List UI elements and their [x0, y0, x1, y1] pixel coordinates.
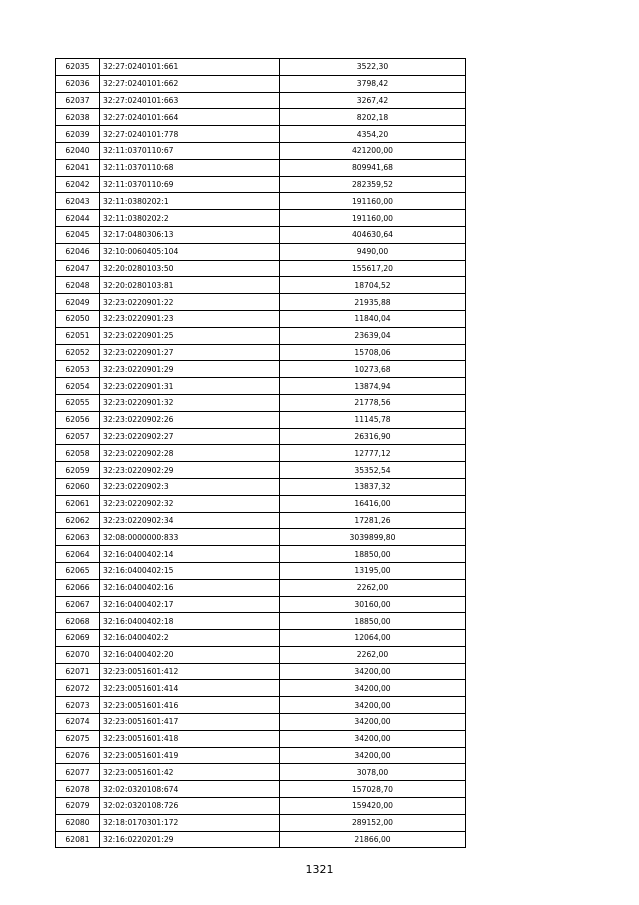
cadastral-number-cell: 32:23:0051601:414 — [100, 680, 280, 697]
cadastral-number-cell: 32:11:0370110:69 — [100, 176, 280, 193]
cadastral-number-cell: 32:16:0400402:15 — [100, 562, 280, 579]
table-row — [56, 243, 466, 260]
cadastral-number-cell: 32:16:0220201:29 — [100, 831, 280, 848]
value-cell: 9490,00 — [280, 243, 466, 260]
row-number-cell: 62049 — [56, 294, 100, 311]
cadastral-number-cell: 32:23:0220901:32 — [100, 394, 280, 411]
row-number-cell: 62071 — [56, 663, 100, 680]
cadastral-number-cell: 32:16:0400402:16 — [100, 579, 280, 596]
cadastral-number-cell: 32:23:0220902:27 — [100, 428, 280, 445]
value-cell: 4354,20 — [280, 126, 466, 143]
cadastral-number-cell: 32:11:0380202:2 — [100, 210, 280, 227]
row-number-cell: 62073 — [56, 697, 100, 714]
value-cell: 34200,00 — [280, 663, 466, 680]
row-number-cell: 62047 — [56, 260, 100, 277]
value-cell: 3267,42 — [280, 92, 466, 109]
row-number-cell: 62043 — [56, 193, 100, 210]
cadastral-number-cell: 32:23:0220902:29 — [100, 462, 280, 479]
table-row — [56, 579, 466, 596]
cadastral-number-cell: 32:02:0320108:674 — [100, 781, 280, 798]
table-row — [56, 697, 466, 714]
row-number-cell: 62069 — [56, 630, 100, 647]
table-row — [56, 277, 466, 294]
row-number-cell: 62076 — [56, 747, 100, 764]
row-number-cell: 62036 — [56, 75, 100, 92]
table-row — [56, 428, 466, 445]
table-row — [56, 126, 466, 143]
cadastral-number-cell: 32:16:0400402:17 — [100, 596, 280, 613]
row-number-cell: 62044 — [56, 210, 100, 227]
table-row — [56, 814, 466, 831]
value-cell: 809941,68 — [280, 159, 466, 176]
cadastral-number-cell: 32:23:0220901:29 — [100, 361, 280, 378]
value-cell: 155617,20 — [280, 260, 466, 277]
value-cell: 2262,00 — [280, 579, 466, 596]
table-row — [56, 411, 466, 428]
value-cell: 13195,00 — [280, 562, 466, 579]
row-number-cell: 62052 — [56, 344, 100, 361]
row-number-cell: 62054 — [56, 378, 100, 395]
value-cell: 30160,00 — [280, 596, 466, 613]
cadastral-number-cell: 32:16:0400402:20 — [100, 646, 280, 663]
value-cell: 18704,52 — [280, 277, 466, 294]
value-cell: 2262,00 — [280, 646, 466, 663]
cadastral-number-cell: 32:23:0220902:26 — [100, 411, 280, 428]
table-row — [56, 176, 466, 193]
value-cell: 15708,06 — [280, 344, 466, 361]
cadastral-number-cell: 32:02:0320108:726 — [100, 798, 280, 815]
cadastral-number-cell: 32:23:0051601:412 — [100, 663, 280, 680]
value-cell: 11840,04 — [280, 310, 466, 327]
value-cell: 34200,00 — [280, 730, 466, 747]
cadastral-number-cell: 32:18:0170301:172 — [100, 814, 280, 831]
table-row — [56, 596, 466, 613]
row-number-cell: 62058 — [56, 445, 100, 462]
row-number-cell: 62053 — [56, 361, 100, 378]
value-cell: 289152,00 — [280, 814, 466, 831]
value-cell: 8202,18 — [280, 109, 466, 126]
table-row — [56, 747, 466, 764]
value-cell: 13874,94 — [280, 378, 466, 395]
cadastral-number-cell: 32:27:0240101:664 — [100, 109, 280, 126]
row-number-cell: 62070 — [56, 646, 100, 663]
row-number-cell: 62062 — [56, 512, 100, 529]
row-number-cell: 62048 — [56, 277, 100, 294]
cadastral-number-cell: 32:23:0220901:27 — [100, 344, 280, 361]
cadastral-number-cell: 32:27:0240101:662 — [100, 75, 280, 92]
cadastral-number-cell: 32:23:0220901:25 — [100, 327, 280, 344]
row-number-cell: 62064 — [56, 546, 100, 563]
value-cell: 191160,00 — [280, 210, 466, 227]
table-row — [56, 109, 466, 126]
table-row — [56, 663, 466, 680]
value-cell: 282359,52 — [280, 176, 466, 193]
value-cell: 3078,00 — [280, 764, 466, 781]
row-number-cell: 62079 — [56, 798, 100, 815]
row-number-cell: 62045 — [56, 226, 100, 243]
row-number-cell: 62040 — [56, 142, 100, 159]
table-row — [56, 831, 466, 848]
value-cell: 3522,30 — [280, 59, 466, 76]
table-row — [56, 730, 466, 747]
row-number-cell: 62072 — [56, 680, 100, 697]
table-row — [56, 193, 466, 210]
table-row — [56, 781, 466, 798]
cadastral-number-cell: 32:20:0280103:50 — [100, 260, 280, 277]
cadastral-number-cell: 32:23:0220902:3 — [100, 478, 280, 495]
value-cell: 23639,04 — [280, 327, 466, 344]
row-number-cell: 62038 — [56, 109, 100, 126]
table-row — [56, 495, 466, 512]
table-row — [56, 394, 466, 411]
page-number: 1321 — [305, 863, 334, 876]
table-row — [56, 562, 466, 579]
cadastral-number-cell: 32:23:0051601:42 — [100, 764, 280, 781]
value-cell: 21778,56 — [280, 394, 466, 411]
cadastral-number-cell: 32:11:0380202:1 — [100, 193, 280, 210]
table-row — [56, 714, 466, 731]
table-row — [56, 142, 466, 159]
cadastral-number-cell: 32:23:0051601:419 — [100, 747, 280, 764]
row-number-cell: 62055 — [56, 394, 100, 411]
row-number-cell: 62037 — [56, 92, 100, 109]
row-number-cell: 62075 — [56, 730, 100, 747]
table-row — [56, 462, 466, 479]
value-cell: 3039899,80 — [280, 529, 466, 546]
value-cell: 12064,00 — [280, 630, 466, 647]
value-cell: 13837,32 — [280, 478, 466, 495]
value-cell: 26316,90 — [280, 428, 466, 445]
row-number-cell: 62039 — [56, 126, 100, 143]
cadastral-number-cell: 32:23:0051601:416 — [100, 697, 280, 714]
table-row — [56, 546, 466, 563]
row-number-cell: 62074 — [56, 714, 100, 731]
cadastral-number-cell: 32:23:0051601:417 — [100, 714, 280, 731]
cadastral-value-table — [55, 58, 466, 848]
value-cell: 21866,00 — [280, 831, 466, 848]
table-row — [56, 75, 466, 92]
cadastral-number-cell: 32:08:0000000:833 — [100, 529, 280, 546]
row-number-cell: 62077 — [56, 764, 100, 781]
value-cell: 18850,00 — [280, 546, 466, 563]
cadastral-number-cell: 32:20:0280103:81 — [100, 277, 280, 294]
value-cell: 34200,00 — [280, 747, 466, 764]
cadastral-number-cell: 32:10:0060405:104 — [100, 243, 280, 260]
value-cell: 404630,64 — [280, 226, 466, 243]
value-cell: 421200,00 — [280, 142, 466, 159]
row-number-cell: 62035 — [56, 59, 100, 76]
cadastral-number-cell: 32:23:0051601:418 — [100, 730, 280, 747]
value-cell: 21935,88 — [280, 294, 466, 311]
cadastral-number-cell: 32:23:0220902:28 — [100, 445, 280, 462]
value-cell: 191160,00 — [280, 193, 466, 210]
value-cell: 12777,12 — [280, 445, 466, 462]
table-row — [56, 764, 466, 781]
row-number-cell: 62068 — [56, 613, 100, 630]
row-number-cell: 62061 — [56, 495, 100, 512]
cadastral-number-cell: 32:23:0220901:22 — [100, 294, 280, 311]
table-row — [56, 210, 466, 227]
value-cell: 18850,00 — [280, 613, 466, 630]
value-cell: 17281,26 — [280, 512, 466, 529]
row-number-cell: 62059 — [56, 462, 100, 479]
table-row — [56, 344, 466, 361]
cadastral-number-cell: 32:17:0480306:13 — [100, 226, 280, 243]
cadastral-number-cell: 32:23:0220901:23 — [100, 310, 280, 327]
table-row — [56, 630, 466, 647]
row-number-cell: 62056 — [56, 411, 100, 428]
cadastral-number-cell: 32:23:0220901:31 — [100, 378, 280, 395]
table-row — [56, 798, 466, 815]
row-number-cell: 62078 — [56, 781, 100, 798]
cadastral-number-cell: 32:11:0370110:68 — [100, 159, 280, 176]
value-cell: 10273,68 — [280, 361, 466, 378]
row-number-cell: 62060 — [56, 478, 100, 495]
table-row — [56, 529, 466, 546]
table-row — [56, 59, 466, 76]
cadastral-number-cell: 32:23:0220902:32 — [100, 495, 280, 512]
table-row — [56, 445, 466, 462]
cadastral-number-cell: 32:27:0240101:661 — [100, 59, 280, 76]
value-cell: 35352,54 — [280, 462, 466, 479]
value-cell: 34200,00 — [280, 680, 466, 697]
value-cell: 157028,70 — [280, 781, 466, 798]
row-number-cell: 62066 — [56, 579, 100, 596]
row-number-cell: 62050 — [56, 310, 100, 327]
table-body — [56, 59, 466, 848]
cadastral-number-cell: 32:27:0240101:778 — [100, 126, 280, 143]
row-number-cell: 62065 — [56, 562, 100, 579]
table-row — [56, 478, 466, 495]
table-row — [56, 92, 466, 109]
value-cell: 34200,00 — [280, 697, 466, 714]
row-number-cell: 62051 — [56, 327, 100, 344]
cadastral-number-cell: 32:23:0220902:34 — [100, 512, 280, 529]
cadastral-number-cell: 32:11:0370110:67 — [100, 142, 280, 159]
table-row — [56, 327, 466, 344]
table-row — [56, 613, 466, 630]
row-number-cell: 62057 — [56, 428, 100, 445]
row-number-cell: 62080 — [56, 814, 100, 831]
table-row — [56, 378, 466, 395]
table-row — [56, 512, 466, 529]
table-row — [56, 294, 466, 311]
value-cell: 11145,78 — [280, 411, 466, 428]
cadastral-number-cell: 32:27:0240101:663 — [100, 92, 280, 109]
cadastral-number-cell: 32:16:0400402:18 — [100, 613, 280, 630]
row-number-cell: 62067 — [56, 596, 100, 613]
value-cell: 159420,00 — [280, 798, 466, 815]
table-row — [56, 361, 466, 378]
row-number-cell: 62041 — [56, 159, 100, 176]
value-cell: 34200,00 — [280, 714, 466, 731]
row-number-cell: 62081 — [56, 831, 100, 848]
table-row — [56, 646, 466, 663]
cadastral-number-cell: 32:16:0400402:14 — [100, 546, 280, 563]
row-number-cell: 62063 — [56, 529, 100, 546]
table-row — [56, 226, 466, 243]
value-cell: 3798,42 — [280, 75, 466, 92]
table-row — [56, 310, 466, 327]
value-cell: 16416,00 — [280, 495, 466, 512]
table-row — [56, 159, 466, 176]
row-number-cell: 62042 — [56, 176, 100, 193]
cadastral-number-cell: 32:16:0400402:2 — [100, 630, 280, 647]
table-row — [56, 680, 466, 697]
row-number-cell: 62046 — [56, 243, 100, 260]
table-row — [56, 260, 466, 277]
